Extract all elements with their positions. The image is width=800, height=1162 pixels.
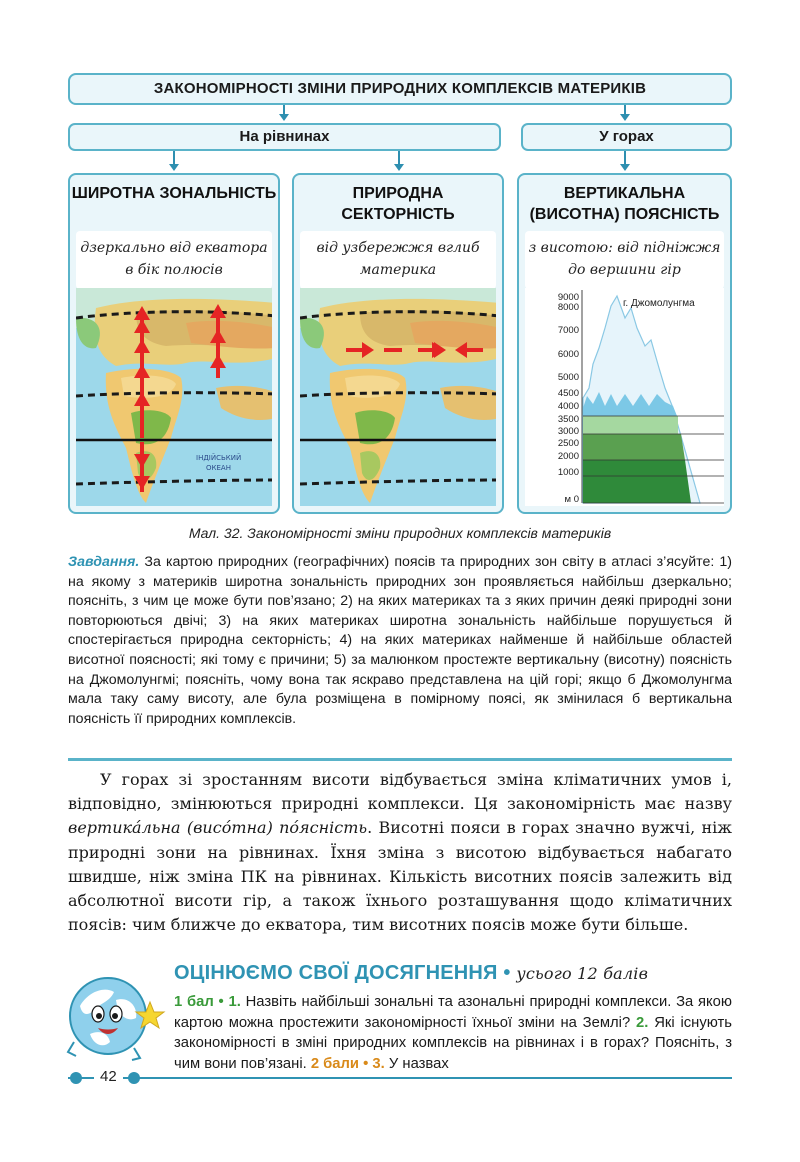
altitude-tick: 1000 [557, 467, 579, 478]
zones-map-image [76, 288, 272, 506]
task-text: За картою природних (географічних) поясів та природних зон світу в атласі з’ясуйте: 1) на якому з материків широтна зональність природних зон проявляється найбільш дзеркально; поясніть, з чим це може бути пов’язано; 2) на яких материках та з яких причин деякі природні зони повторюються двічі; 3) на яких материках широтна зональність найбільше порушується й спостерігається природна секторність; 4) на яких материках найменше й найбільше областей висотної поясності; які тому є причини; 5) за малюнком простежте вертикальну (висотну) поясність на Джомолунгмі; поясніть, чому вона так яскраво представлена на цій горі; якщо б Джомолунгма мала таку саму висоту, але була розміщена в помірному поясі, як змінилася б вертикальна поясність її природних комплексів. [68, 554, 732, 727]
question-text: Назвіть найбільші зональні та азональні природні комплекси. За якою картою можна простежити закономірності їхньої зміни на Землі? [174, 994, 732, 1031]
panel-vertical-zonation [517, 173, 732, 514]
panel-latitudinal-zonality [68, 173, 280, 514]
globe-mascot-icon [64, 972, 168, 1064]
body-paragraph [68, 768, 732, 937]
achievements-heading [174, 962, 648, 985]
altitude-tick: 4500 [557, 388, 579, 399]
zones-map [76, 288, 272, 506]
achievements-text [174, 992, 732, 1074]
arrow-icon [169, 164, 179, 171]
footer-dot-icon [128, 1072, 140, 1084]
panel-subtitle: від узбережжя вглиб материка [300, 231, 496, 289]
altitude-tick: 7000 [557, 325, 579, 336]
connector [398, 151, 400, 165]
bullet: • [503, 962, 511, 984]
map-ocean-label: ІНДІЙСЬКИЙ [196, 454, 242, 462]
page-number: 42 [94, 1068, 123, 1085]
points-label: 1 бал • 1. [174, 994, 241, 1010]
arrow-icon [620, 114, 630, 121]
altitude-tick: 6000 [557, 349, 579, 360]
panel-title: ПРИРОДНА СЕКТОРНІСТЬ [341, 185, 455, 223]
figure-caption: Мал. 32. Закономірності зміни природних комплексів материків [188, 525, 612, 541]
panel-title: ВЕРТИКАЛЬНА (ВИСОТНА) ПОЯСНІСТЬ [529, 185, 720, 223]
arrow-icon [394, 164, 404, 171]
arrow-icon [620, 164, 630, 171]
body-text-part1: У горах зі зростанням висоти відбувається зміна кліматичних умов і, відповідно, змінюються природні комплекси. Ця закономірність має назву [68, 770, 732, 814]
footer-line [68, 1077, 732, 1079]
plains-box: На рівнинах [68, 123, 501, 151]
panel-title: ШИРОТНА ЗОНАЛЬНІСТЬ [71, 185, 277, 202]
diagram-title: ЗАКОНОМІРНОСТІ ЗМІНИ ПРИРОДНИХ КОМПЛЕКСІВ МАТЕРИКІВ [68, 73, 732, 105]
connector [624, 151, 626, 165]
sectors-map [300, 288, 496, 506]
panel-sectoral [292, 173, 504, 514]
sectors-map-image [300, 288, 496, 506]
task-block [68, 553, 732, 729]
altitude-tick: 2500 [557, 438, 579, 449]
mountain-diagram-image [525, 288, 724, 506]
altitude-tick: 5000 [557, 372, 579, 383]
panel-subtitle: з висотою: від підніжжя до вершини гір [525, 231, 724, 289]
panel-subtitle: дзеркально від екватора в бік полюсів [76, 231, 272, 289]
peak-label: г. Джомолунгма [623, 298, 695, 309]
mountain-diagram [525, 288, 724, 506]
body-text-part2: . Висотні пояси в горах значно вужчі, ніж природні зони на рівнинах. Їхня зміна з висотою відбувається набагато швидше, ніж зміна ПК на рівнинах. Кількість висотних поясів залежить від абсолютної висоти гір, а також їхнього розташування щодо кліматичних поясів: чим ближче до екватора, тим висотних поясів може бути більше. [68, 818, 732, 935]
map-ocean-label: ОКЕАН [206, 464, 231, 472]
achievements-title: ОЦІНЮЄМО СВОЇ ДОСЯГНЕННЯ [174, 962, 498, 984]
altitude-tick: 3500 [557, 414, 579, 425]
altitude-tick: 9000 [557, 292, 579, 303]
points-label: 2 бали • 3. [310, 1055, 385, 1072]
altitude-tick: 3000 [557, 426, 579, 437]
altitude-tick: 2000 [557, 451, 579, 462]
mountains-box: У горах [521, 123, 732, 151]
altitude-tick: м 0 [564, 494, 579, 505]
arrow-icon [279, 114, 289, 121]
footer-dot-icon [70, 1072, 82, 1084]
question-text: Які існують закономірності в зміні природних комплексів на рівнинах і в горах? Поясніть, з чим вони пов’язані. [174, 1014, 732, 1072]
altitude-tick: 4000 [557, 401, 579, 412]
question-text: У назвах [384, 1055, 449, 1072]
body-term: вертика́льна (висо́тна) по́ясність [68, 818, 368, 838]
question-number: 2. [636, 1014, 649, 1031]
achievements-total: усього 12 балів [516, 964, 649, 983]
divider [68, 758, 732, 761]
connector [173, 151, 175, 165]
altitude-tick: 8000 [557, 302, 579, 313]
task-label: Завдання. [68, 554, 140, 570]
